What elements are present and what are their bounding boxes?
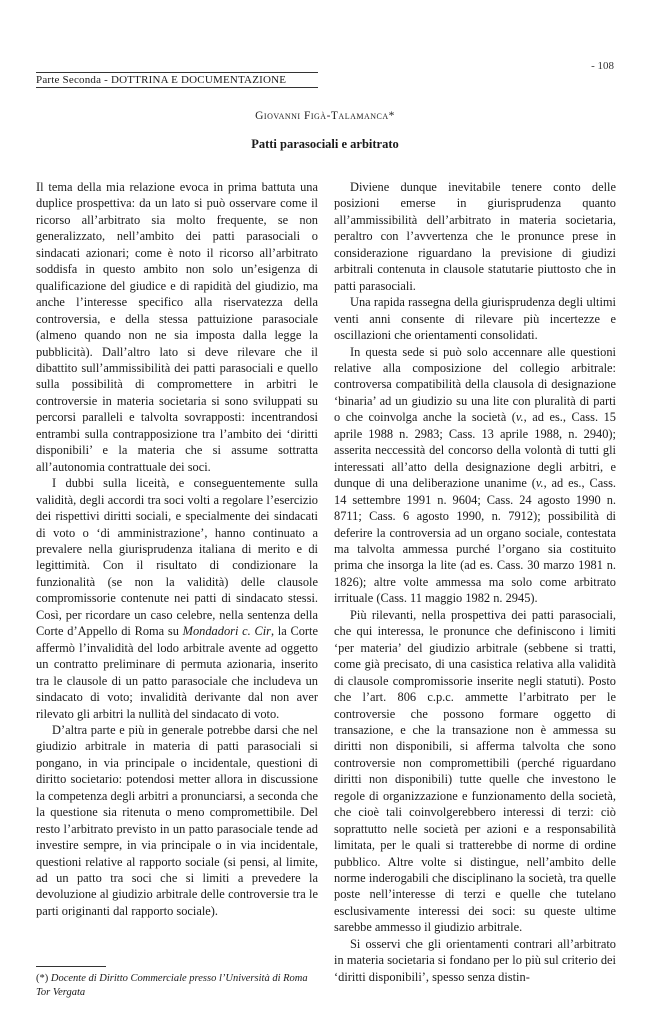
footnote-mark: (*) [36, 973, 49, 984]
case-name: Mondadori c. Cir [182, 624, 271, 639]
paragraph-text: I dubbi sulla liceità, e conseguentemente sulla validità, degli accordi tra soci volti a regolare l’esercizio dei rispettivi diritti sociali, e specialmente dei sindacati di voto o ‘di amministrazione’, hanno continuato a prevalere nella giurisprudenza italiana di merito e di legittimità. Con il risultato di condizionare la funzionalità (se non la validità) delle clausole compromissorie contenute nei patti di sindacato stessi. Così, per ricordare un caso celebre, nella sentenza della Corte d’Appello di Roma su [36, 476, 318, 639]
footnote [36, 972, 318, 1000]
left-column [36, 179, 318, 919]
footnote-text: Docente di Diritto Commerciale presso l’Università di Roma Tor Vergata [36, 973, 308, 998]
paragraph: Il tema della mia relazione evoca in prima battuta una duplice prospettiva: da un lato si può osservare come il ricorso all’arbitrato sia molto frequente, se non generalizzato, nell’ambito dei patti parasociali o sindacati azionari; come è noto il ricorso all’arbitrato soddisfa in questo ambito non solo un’esigenza di qualificazione del giudice e di rapidità del giudizio, ma anche l’interesse specifico alla riservatezza della controversia, e della stessa pattuizione parasociale (almeno quando non ne sia imposta dalla legge la pubblicità). Dall’altro lato si deve rilevare che il dibattito sull’ammissibilità dei patti parasociali e quello sulla possibilità di compromettere in arbitri le controversie in materia societaria si sono sviluppati su percorsi paralleli e talvolta sovrapposti: incentrandosi entrambi sulla contrapposizione tra l’ambito dei ‘diritti disponibili’ e la materia che si assume sottratta all’autonomia contrattuale dei soci. [36, 180, 318, 474]
article-author: Giovanni Figà-Talamanca* [255, 110, 395, 122]
paragraph-text: In questa sede si può solo accennare alle questioni relative alla composizione del collegio arbitrale: controversa compatibilità della clausola di designazione ‘binaria’ ad un giudizio su una lite con pluralità di parti o che coinvolga anche la società ( [334, 344, 616, 425]
paragraph: Diviene dunque inevitabile tenere conto delle posizioni emerse in giurisprudenza quanto all’ammissibilità dell’arbitrato in materia societaria, peraltro con l’avvertenza che le pronunce prese in considerazione riguardano la previsione di giudizi arbitrali contenuta in clausole statutarie piuttosto che in patti parasociali. [334, 180, 616, 293]
paragraph-text: , ad es., Cass. 15 aprile 1988 n. 2983; Cass. 13 aprile 1988, n. 2940); asserita neccessità del concorso della volontà di tutti gli interessati all’atto della designazione degli arbitri, e dunque di una deliberazione unanime ( [334, 410, 616, 491]
paragraph: Più rilevanti, nella prospettiva dei patti parasociali, che qui interessa, le pronunce che definiscono i limiti ‘per materia’ del giudizio arbitrale (sebbene si tratti, come già precisato, di una casistica relativa alla validità di clausole compromissorie inserite negli statuti). Posto che l’art. 806 c.p.c. ammette l’arbitrato per le controversie che possono formare oggetto di transazione, e che la transazione non è ammessa su diritti non disponibili, si afferma talvolta che sono controversie non compromettibili (perché riguardano diritti non disponibili) tutte quelle che investono le regole di organizzazione e funzionamento della società, che cioè tali coinvolgerebbero interessi di terzi: ciò soprattutto nelle società per azioni e a responsabilità limitata, per le quali si tratterebbe di norme di ordine pubblico. Altre volte si distingue, nell’ambito delle norme inderogabili che disciplinano la società, tra quelle poste nell’interesse di terzi e quelle che tutelano esclusivamente interessi dei soci: su queste ultime sarebbe ammesso il giudizio arbitrale. [334, 607, 616, 935]
paragraph [36, 475, 318, 722]
paragraph: D’altra parte e più in generale potrebbe darsi che nel giudizio arbitrale in materia di patti parasociali si pongano, in via principale o incidentale, questioni di diritto societario: potendosi metter allora in discussione la competenza degli arbitri a pronunciarsi, a seconda che la questione sia ritenuta o meno compromettibile. Del resto l’arbitrato previsto in un patto parasociale tende ad investire sempre, in via principale o in via incidentale, questioni relative al rapporto sociale (si pensi, al limite, ad un patto tra soci che si limiti a prevedere la devoluzione al giudizio arbitrale delle controversie tra le parti originanti dal rapporto sociale). [36, 722, 318, 918]
running-head: Parte Seconda - DOTTRINA E DOCUMENTAZIONE [36, 72, 318, 88]
article-title: Patti parasociali e arbitrato [251, 137, 399, 151]
footnote-rule [36, 966, 106, 967]
paragraph: Una rapida rassegna della giurisprudenza degli ultimi venti anni consente di rilevare più incertezze e oscillazioni che orientamenti consolidati. [334, 295, 616, 343]
paragraph-text: , ad es., Cass. 14 settembre 1991 n. 9604; Cass. 24 agosto 1990 n. 8711; Cass. 6 agosto 1990, n. 7912); possibilità di deferire la controversia ad un organo sociale, contestata ma talvolta ammessa purché l’organo sia costituito prima che insorga la lite (ad es. Cass. 30 marzo 1981 n. 1826); altre volte ammessa ma solo come arbitrato irrituale (Cass. 11 maggio 1982 n. 2945). [334, 476, 616, 606]
right-column [334, 179, 616, 985]
abbreviation: v. [515, 410, 524, 425]
paragraph-text: , la Corte affermò l’invalidità del lodo arbitrale avente ad oggetto un contratto preliminare di permuta azionaria, inserito tra le clausole di un patto parasociale che includeva un sindacato di voto; invalidità derivante dal non aver rilevato gli arbitri la nullità del sindacato di voto. [36, 624, 318, 721]
abbreviation: v. [535, 476, 544, 491]
paragraph [334, 344, 616, 607]
paragraph: Si osservi che gli orientamenti contrari all’arbitrato in materia societaria si fondano per lo più sul criterio dei ‘diritti disponibili’, spesso senza distin- [334, 936, 616, 984]
page-number: - 108 [591, 60, 614, 72]
